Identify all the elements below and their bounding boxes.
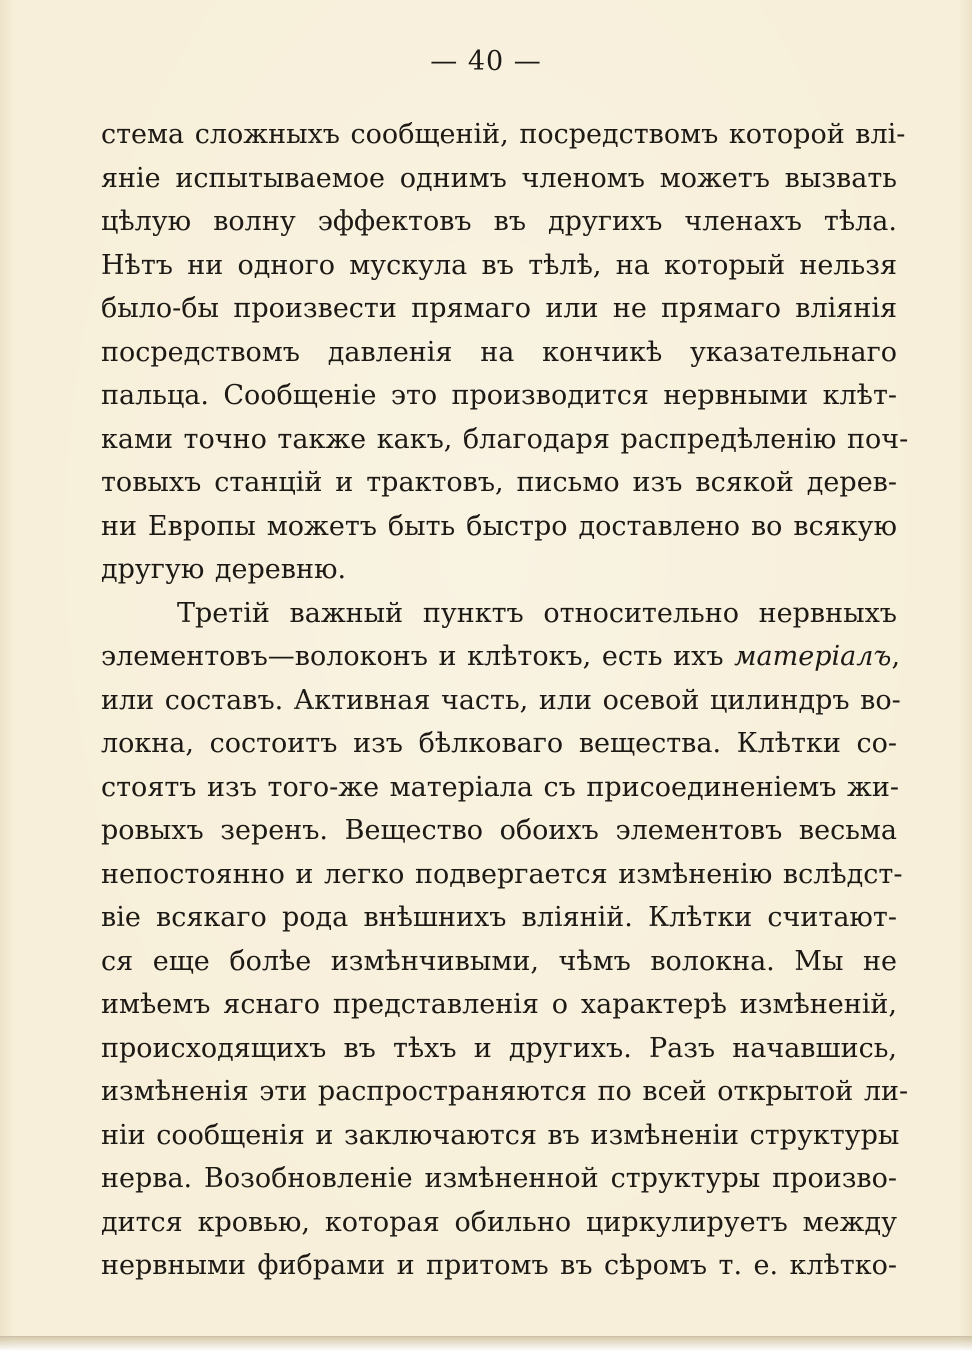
text-line: Третій важный пунктъ относительно нервныхъ <box>177 597 897 629</box>
text-line: пальца. Сообщеніе это производится нервными клѣт- <box>101 380 897 411</box>
text-line: другую деревню. <box>101 554 347 585</box>
text-line: стема сложныхъ сообщеній, посредствомъ которой влі- <box>101 119 906 150</box>
text-line: яніе испытываемое однимъ членомъ можетъ вызвать <box>101 162 897 194</box>
text-segment: , <box>891 641 901 672</box>
paragraph-1 <box>101 113 909 592</box>
page-number: — 40 — <box>430 46 542 77</box>
text-line: имѣемъ яснаго представленія о характерѣ измѣненій, <box>101 989 897 1020</box>
text-line: товыхъ станцій и трактовъ, письмо изъ всякой дерев- <box>101 467 897 498</box>
text-line: или составъ. Активная часть, или осевой цилиндръ во- <box>101 684 901 716</box>
text-segment: элементовъ—волоконъ и клѣтокъ, есть ихъ <box>101 641 735 672</box>
text-line: віе всякаго рода внѣшнихъ вліяній. Клѣтки считают- <box>101 902 897 933</box>
text-line: стоятъ изъ того-же матеріала съ присоединеніемъ жи- <box>101 771 899 803</box>
text-line: дится кровью, которая обильно циркулируетъ между <box>101 1206 897 1238</box>
text-line: непостоянно и легко подвергается измѣненію вслѣдст- <box>101 858 903 890</box>
text-line: ніи сообщенія и заключаются въ измѣненіи структуры <box>101 1119 900 1151</box>
text-line: ся еще болѣе измѣнчивыми, чѣмъ волокна. Мы не <box>101 945 897 977</box>
text-line: цѣлую волну эффектовъ въ другихъ членахъ тѣла. <box>101 206 897 237</box>
paragraph-2 <box>101 592 909 1288</box>
text-line: измѣненія эти распространяются по всей открытой ли- <box>101 1076 909 1107</box>
text-line: нервными фибрами и притомъ въ сѣромъ т. е. клѣтко- <box>101 1250 897 1281</box>
page-bottom-edge <box>0 1336 972 1350</box>
text-line: ровыхъ зеренъ. Вещество обоихъ элементовъ весьма <box>101 815 897 846</box>
text-line: посредствомъ давленія на кончикѣ указательнаго <box>101 336 897 368</box>
text-line: ни Европы можетъ быть быстро доставлено во всякую <box>101 510 897 542</box>
text-line <box>101 635 901 679</box>
text-line: ками точно также какъ, благодаря распредѣленію поч- <box>101 423 909 455</box>
text-line: Нѣтъ ни одного мускула въ тѣлѣ, на который нельзя <box>101 249 897 281</box>
text-line: происходящихъ въ тѣхъ и другихъ. Разъ начавшись, <box>101 1032 897 1064</box>
page-body-text <box>101 113 909 1288</box>
italic-term: матеріалъ <box>734 641 892 672</box>
text-line: нерва. Возобновленіе измѣненной структуры произво- <box>101 1163 897 1194</box>
text-line: было-бы произвести прямаго или не прямаго вліянія <box>101 293 897 324</box>
text-line: локна, состоитъ изъ бѣлковаго вещества. Клѣтки со- <box>101 728 897 759</box>
